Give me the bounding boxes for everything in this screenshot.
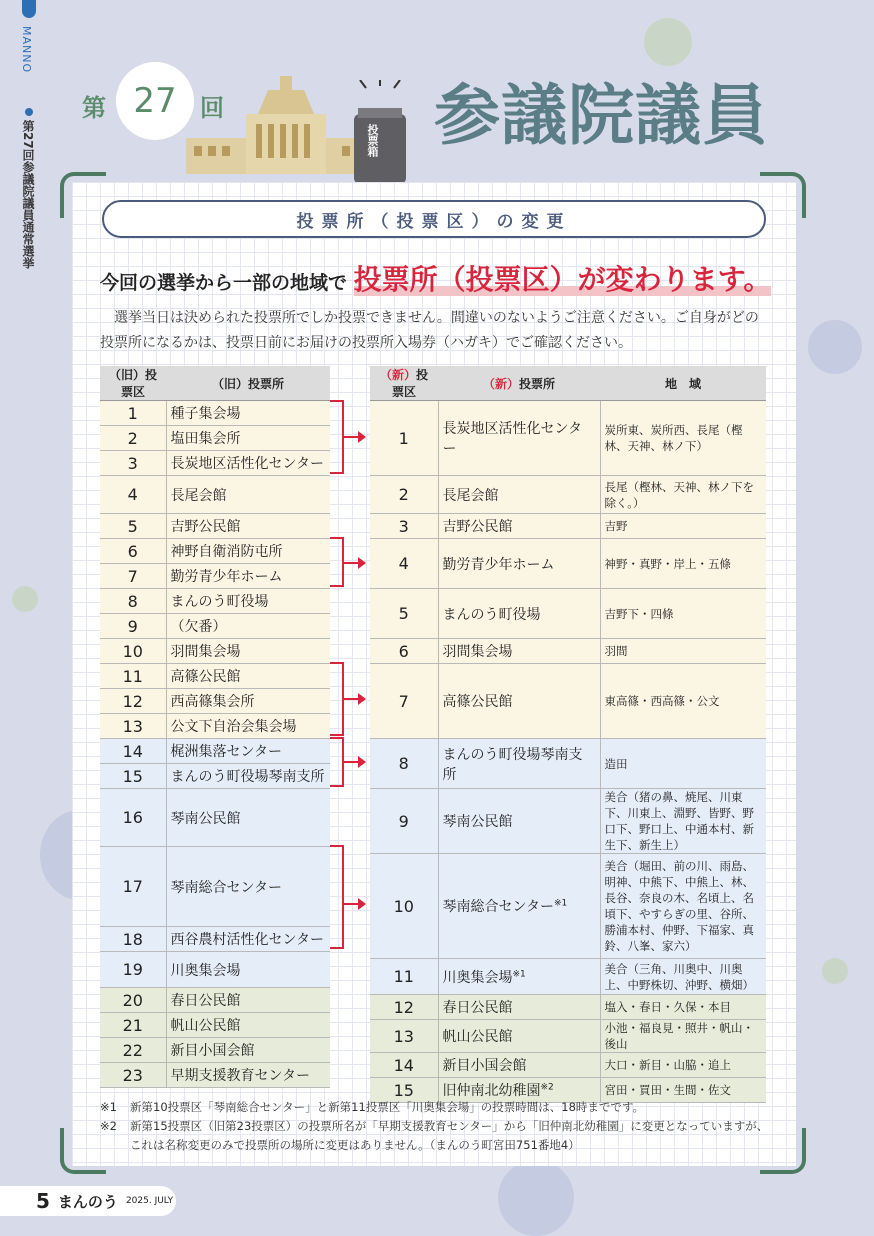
area-cell: 吉野 xyxy=(600,514,766,539)
old-no-header: （旧）投票区 xyxy=(100,366,166,401)
table-row xyxy=(100,401,330,426)
decor-circle xyxy=(12,586,38,612)
old-polling-place: 高篠公民館 xyxy=(166,664,330,689)
lead-text xyxy=(100,258,771,298)
decor-circle xyxy=(498,1160,574,1236)
old-polling-place: 西谷農村活性化センター xyxy=(166,927,330,952)
publication-date: 2025. JULY xyxy=(125,1196,174,1206)
side-dot xyxy=(25,108,33,116)
area-cell: 長尾（樫林、天神、林ノ下を除く。） xyxy=(600,476,766,514)
old-polling-place: 琴南総合センター xyxy=(166,847,330,927)
table-row xyxy=(370,995,766,1020)
old-district-no: 14 xyxy=(100,739,166,764)
old-district-no: 13 xyxy=(100,714,166,739)
merge-bracket xyxy=(330,662,344,736)
new-polling-place: まんのう町役場 xyxy=(438,589,600,639)
area-cell: 塩入・春日・久保・本目 xyxy=(600,995,766,1020)
footnote: ※1 新第10投票区「琴南総合センター」と新第11投票区「川奥集会場」の投票時間は、18時までです。 xyxy=(100,1100,645,1114)
new-polling-place: 吉野公民館 xyxy=(438,514,600,539)
merge-bracket xyxy=(330,537,344,587)
old-polling-place: 春日公民館 xyxy=(166,988,330,1013)
area-cell: 大口・新目・山脇・追上 xyxy=(600,1053,766,1078)
table-row xyxy=(370,401,766,476)
old-polling-place: 神野自衛消防屯所 xyxy=(166,539,330,564)
decor-circle xyxy=(808,320,862,374)
table-row xyxy=(100,639,330,664)
new-polling-table xyxy=(370,366,766,1103)
old-district-no: 23 xyxy=(100,1063,166,1088)
table-row xyxy=(100,847,330,927)
new-polling-place: 旧仲南北幼稚園$^{※2}$ xyxy=(438,1078,600,1103)
area-cell: 東高篠・西高篠・公文 xyxy=(600,664,766,739)
old-polling-place: まんのう町役場 xyxy=(166,589,330,614)
new-no-header: （新）投票区 xyxy=(370,366,438,401)
old-polling-place: 琴南公民館 xyxy=(166,789,330,847)
footnote: これは名称変更のみで投票所の場所に変更はありません。（まんのう町宮田751番地4） xyxy=(130,1138,580,1152)
old-district-no: 12 xyxy=(100,689,166,714)
area-cell: 小池・福良見・照井・帆山・後山 xyxy=(600,1020,766,1053)
old-polling-place: 長尾会館 xyxy=(166,476,330,514)
area-cell: 美合（三角、川奥中、川奥上、中野株切、沖野、横畑） xyxy=(600,959,766,995)
new-district-no: 14 xyxy=(370,1053,438,1078)
merge-bracket xyxy=(330,737,344,787)
table-row xyxy=(100,564,330,589)
new-polling-place: 春日公民館 xyxy=(438,995,600,1020)
old-polling-table xyxy=(100,366,330,1088)
lead-highlight: 投票所（投票区）が変わります。 xyxy=(353,263,772,296)
header-kai: 回 xyxy=(200,94,224,122)
merge-arrow xyxy=(344,436,360,438)
body-text: 選挙当日は決められた投票所でしか投票できません。間違いのないようご注意ください。ご自身がどの投票所になるかは、投票日前にお届けの投票所入場券（ハガキ）でご確認ください。 xyxy=(100,310,759,351)
table-row xyxy=(100,614,330,639)
ballot-box-label: 投票箱 xyxy=(366,124,379,157)
footnote-mark: ※2 xyxy=(540,1082,554,1093)
table-row xyxy=(370,959,766,995)
old-polling-place: まんのう町役場琴南支所 xyxy=(166,764,330,789)
table-row xyxy=(100,589,330,614)
new-district-no: 12 xyxy=(370,995,438,1020)
table-row xyxy=(100,988,330,1013)
new-polling-place: 川奥集会場$^{※1}$ xyxy=(438,959,600,995)
table-row xyxy=(370,1053,766,1078)
old-district-no: 5 xyxy=(100,514,166,539)
ballot-box-icon xyxy=(350,80,410,186)
new-district-no: 2 xyxy=(370,476,438,514)
new-place-header: （新）投票所 xyxy=(438,366,600,401)
new-district-no: 4 xyxy=(370,539,438,589)
old-district-no: 4 xyxy=(100,476,166,514)
old-polling-place: 吉野公民館 xyxy=(166,514,330,539)
table-row xyxy=(100,476,330,514)
old-polling-place: 新目小国会館 xyxy=(166,1038,330,1063)
table-row xyxy=(370,789,766,854)
decor-circle xyxy=(822,958,848,984)
table-row xyxy=(100,664,330,689)
new-district-no: 7 xyxy=(370,664,438,739)
old-polling-place: 川奥集会場 xyxy=(166,952,330,988)
new-district-no: 3 xyxy=(370,514,438,539)
table-row xyxy=(100,689,330,714)
old-polling-place: 公文下自治会集会場 xyxy=(166,714,330,739)
table-row xyxy=(370,854,766,959)
new-polling-place: 琴南総合センター$^{※1}$ xyxy=(438,854,600,959)
new-polling-place: 琴南公民館 xyxy=(438,789,600,854)
merge-bracket xyxy=(330,845,344,949)
footnote-mark: ※1 xyxy=(512,968,526,979)
table-row xyxy=(370,589,766,639)
side-logo: MANNO xyxy=(20,26,33,74)
old-district-no: 6 xyxy=(100,539,166,564)
frame-corner xyxy=(60,172,106,218)
new-polling-place: まんのう町役場琴南支所 xyxy=(438,739,600,789)
table-row xyxy=(100,789,330,847)
merge-bracket xyxy=(330,400,344,474)
election-number: 27 xyxy=(116,62,194,140)
area-cell: 美合（猪の鼻、焼尾、川東下、川東上、淵野、皆野、野口下、野口上、中通本村、新生下、新生上） xyxy=(600,789,766,854)
table-row xyxy=(100,764,330,789)
new-polling-place: 勤労青少年ホーム xyxy=(438,539,600,589)
area-cell: 吉野下・四條 xyxy=(600,589,766,639)
old-district-no: 3 xyxy=(100,451,166,476)
table-row xyxy=(370,639,766,664)
table-row xyxy=(100,952,330,988)
new-polling-place: 高篠公民館 xyxy=(438,664,600,739)
table-row xyxy=(100,451,330,476)
side-title: 第27回参議院議員通常選挙 xyxy=(21,120,35,269)
area-cell: 神野・真野・岸上・五條 xyxy=(600,539,766,589)
new-district-no: 9 xyxy=(370,789,438,854)
new-district-no: 11 xyxy=(370,959,438,995)
table-row xyxy=(100,714,330,739)
new-district-no: 13 xyxy=(370,1020,438,1053)
merge-arrow xyxy=(344,562,360,564)
table-row xyxy=(370,664,766,739)
old-district-no: 11 xyxy=(100,664,166,689)
new-district-no: 5 xyxy=(370,589,438,639)
old-district-no: 16 xyxy=(100,789,166,847)
table-row xyxy=(370,1020,766,1053)
old-polling-place: 長炭地区活性化センター xyxy=(166,451,330,476)
old-polling-place: 羽間集会場 xyxy=(166,639,330,664)
merge-arrow xyxy=(344,698,360,700)
new-polling-place: 羽間集会場 xyxy=(438,639,600,664)
decor-circle xyxy=(644,18,692,66)
side-tab xyxy=(22,0,36,18)
table-row xyxy=(100,1063,330,1088)
old-district-no: 19 xyxy=(100,952,166,988)
old-polling-place: 帆山公民館 xyxy=(166,1013,330,1038)
merge-arrow xyxy=(344,903,360,905)
area-cell: 羽間 xyxy=(600,639,766,664)
old-district-no: 15 xyxy=(100,764,166,789)
new-polling-place: 新目小国会館 xyxy=(438,1053,600,1078)
table-row xyxy=(370,739,766,789)
old-district-no: 22 xyxy=(100,1038,166,1063)
old-district-no: 9 xyxy=(100,614,166,639)
old-district-no: 21 xyxy=(100,1013,166,1038)
page-footer xyxy=(0,1186,176,1216)
old-polling-place: 西高篠集会所 xyxy=(166,689,330,714)
table-row xyxy=(100,1038,330,1063)
table-row xyxy=(100,1013,330,1038)
publication-name: まんのう xyxy=(57,1192,118,1211)
old-district-no: 20 xyxy=(100,988,166,1013)
area-cell: 宮田・買田・生間・佐文 xyxy=(600,1078,766,1103)
old-place-header: （旧）投票所 xyxy=(166,366,330,401)
new-polling-place: 帆山公民館 xyxy=(438,1020,600,1053)
area-cell: 美合（堀田、前の川、雨島、明神、中熊下、中熊上、林、長谷、奈良の木、名頃上、名頃下、やすらぎの里、谷所、勝浦本村、仲野、下福家、真鈴、八峯、家六） xyxy=(600,854,766,959)
headline: 参議院議員 xyxy=(434,77,769,154)
new-district-no: 1 xyxy=(370,401,438,476)
old-district-no: 2 xyxy=(100,426,166,451)
old-district-no: 8 xyxy=(100,589,166,614)
lead-prefix: 今回の選挙から一部の地域で xyxy=(100,272,348,294)
old-district-no: 17 xyxy=(100,847,166,927)
new-polling-place: 長尾会館 xyxy=(438,476,600,514)
new-area-header: 地 域 xyxy=(600,366,766,401)
footnotes xyxy=(100,1098,768,1155)
header-dai: 第 xyxy=(82,94,106,122)
old-polling-place: 勤労青少年ホーム xyxy=(166,564,330,589)
table-row xyxy=(370,476,766,514)
new-district-no: 15 xyxy=(370,1078,438,1103)
area-cell: 炭所東、炭所西、長尾（樫林、天神、林ノ下） xyxy=(600,401,766,476)
area-cell: 造田 xyxy=(600,739,766,789)
old-polling-place: 塩田集会所 xyxy=(166,426,330,451)
new-district-no: 6 xyxy=(370,639,438,664)
new-polling-place: 長炭地区活性化センター xyxy=(438,401,600,476)
new-district-no: 8 xyxy=(370,739,438,789)
old-district-no: 18 xyxy=(100,927,166,952)
old-polling-place: 梶洲集落センター xyxy=(166,739,330,764)
old-polling-place: （欠番） xyxy=(166,614,330,639)
section-title: 投票所（投票区）の変更 xyxy=(102,200,766,238)
old-polling-place: 種子集会場 xyxy=(166,401,330,426)
table-row xyxy=(100,927,330,952)
old-polling-place: 早期支援教育センター xyxy=(166,1063,330,1088)
new-district-no: 10 xyxy=(370,854,438,959)
footnote-mark: ※1 xyxy=(553,898,568,909)
table-row xyxy=(100,514,330,539)
table-row xyxy=(100,539,330,564)
old-district-no: 1 xyxy=(100,401,166,426)
footnote: ※2 新第15投票区（旧第23投票区）の投票所名が「早期支援教育センター」から「旧仲南北幼稚園」に変更となっていますが、 xyxy=(100,1119,769,1133)
merge-arrow xyxy=(344,761,360,763)
table-row xyxy=(100,426,330,451)
old-district-no: 10 xyxy=(100,639,166,664)
table-row xyxy=(370,539,766,589)
table-row xyxy=(100,739,330,764)
frame-corner xyxy=(760,172,806,218)
old-district-no: 7 xyxy=(100,564,166,589)
table-row xyxy=(370,514,766,539)
page-number: 5 xyxy=(36,1189,50,1213)
